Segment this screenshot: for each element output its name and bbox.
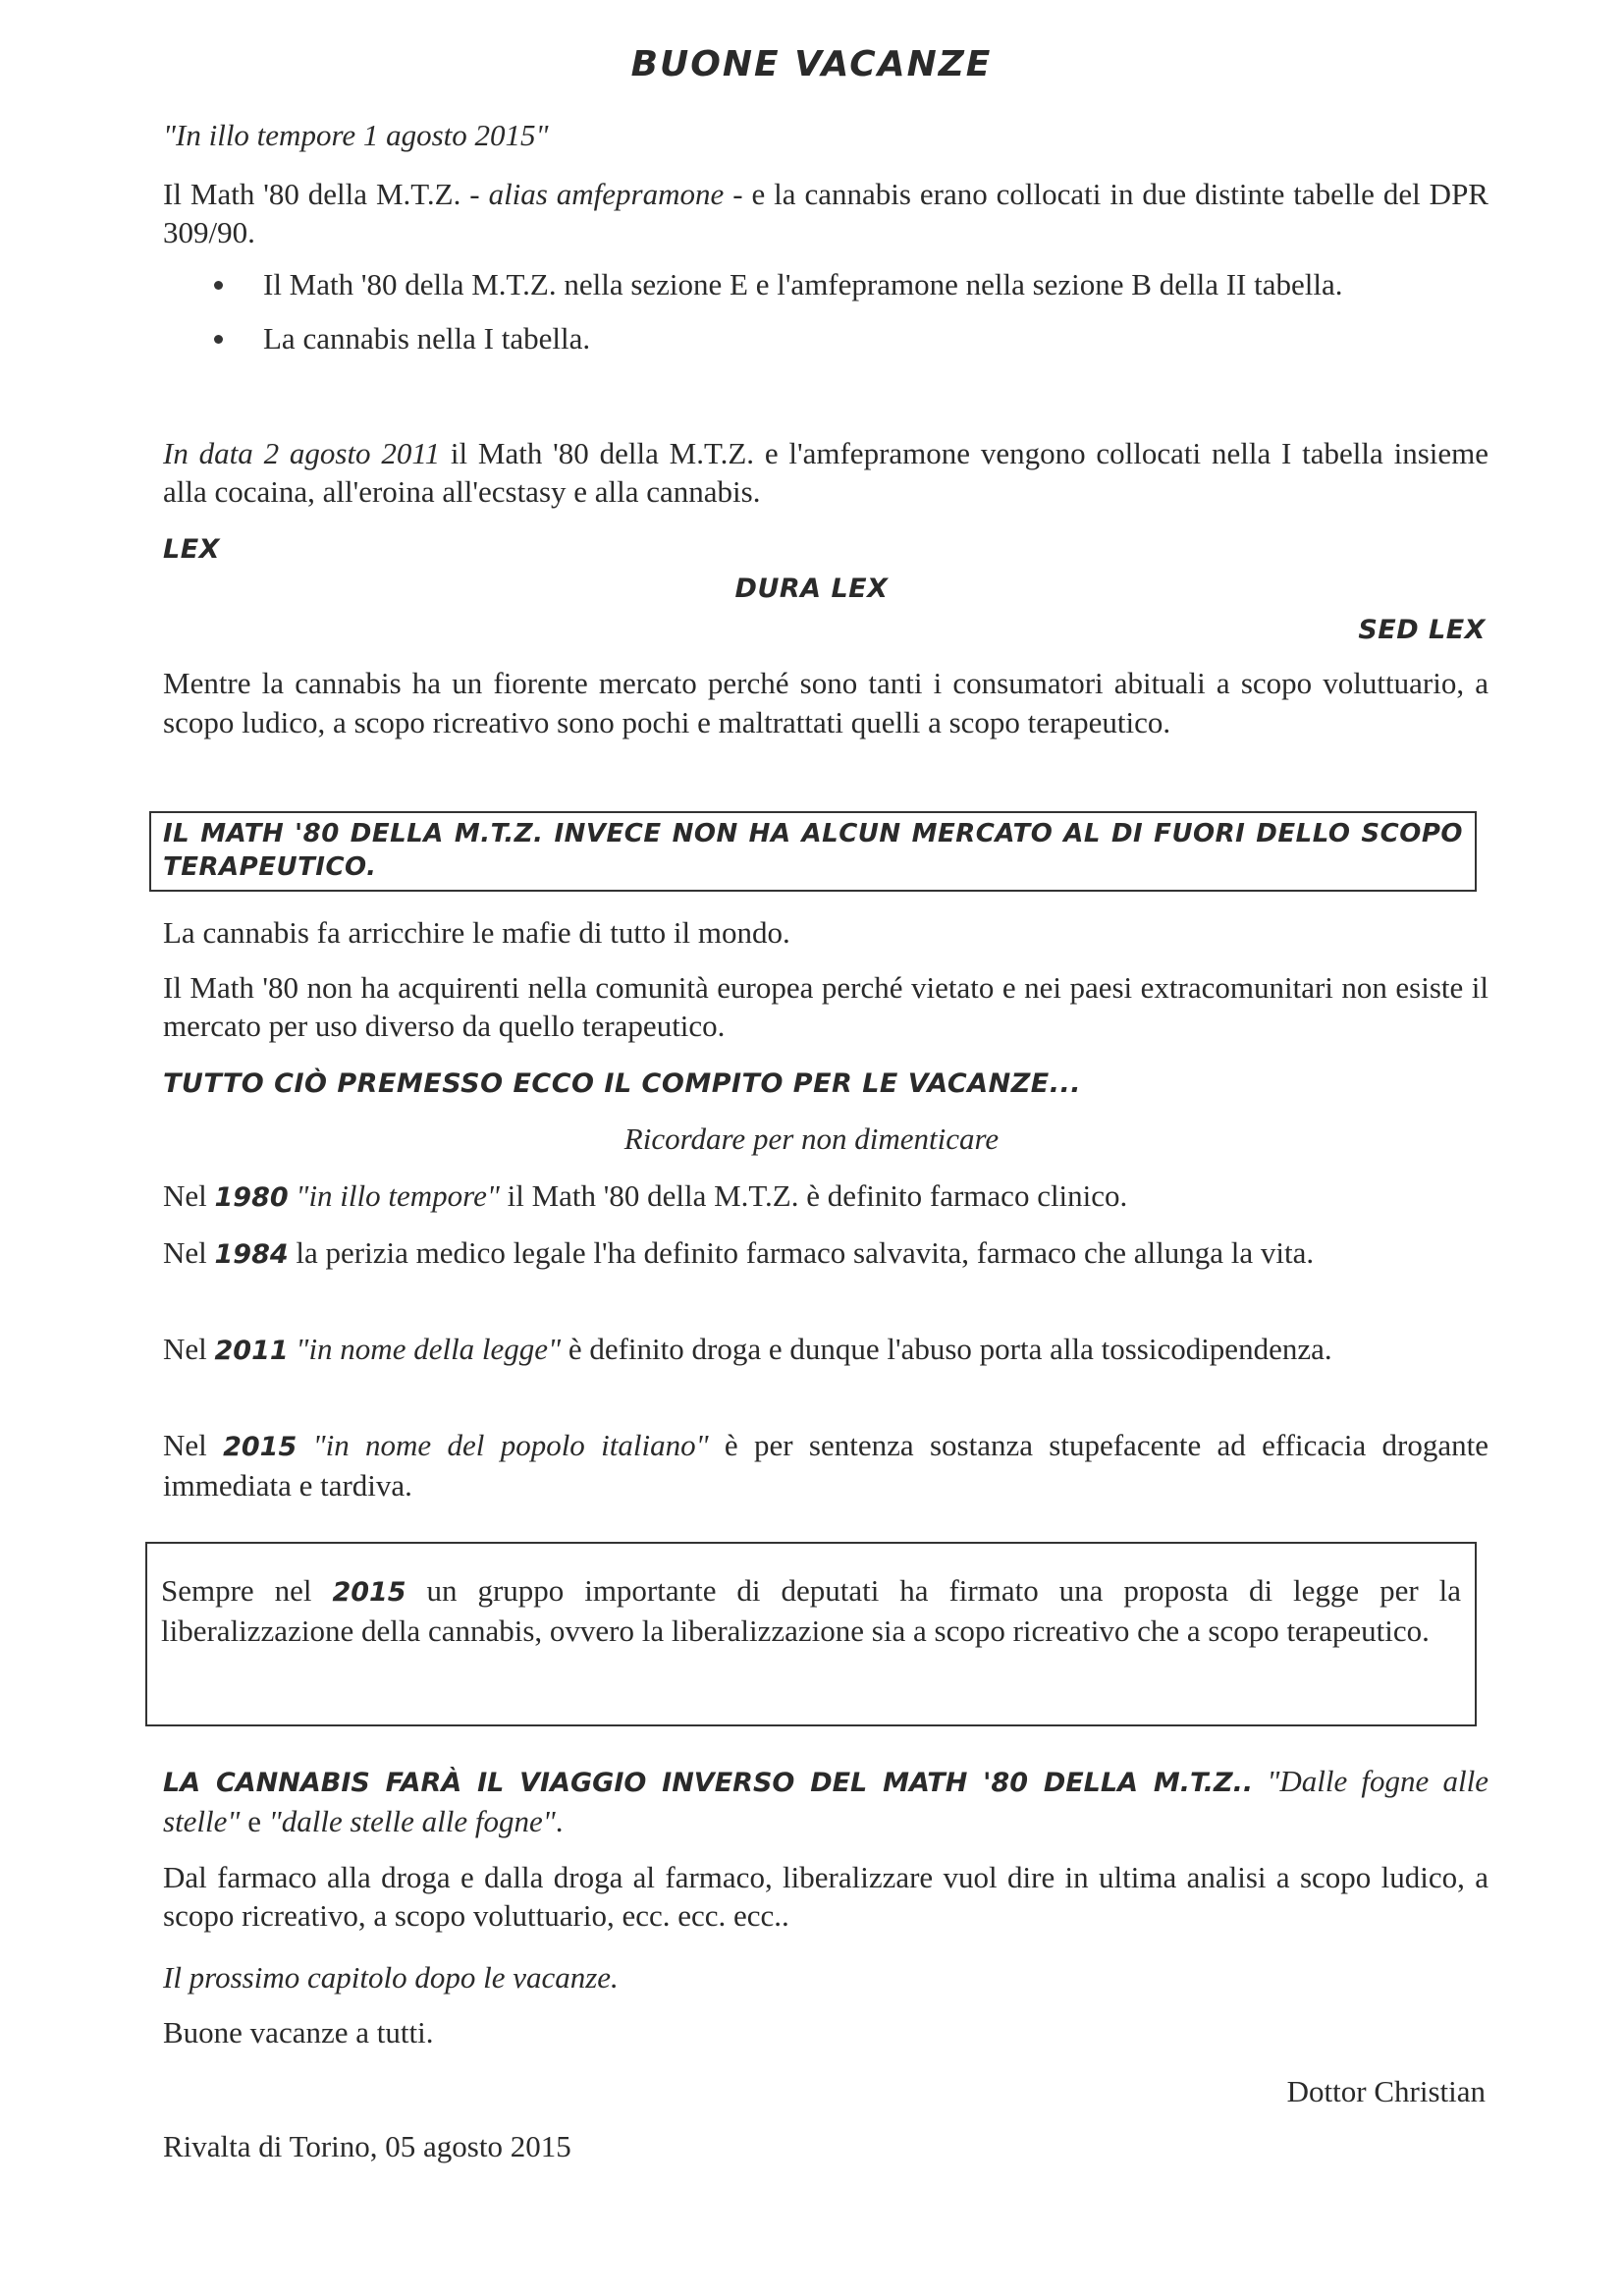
remember-line: Ricordare per non dimenticare <box>623 1121 1000 1156</box>
intro-paragraph <box>163 175 1488 251</box>
signature: Dottor Christian <box>1286 2074 1486 2108</box>
drug-paragraph: Dal farmaco alla droga e dalla droga al farmaco, liberalizzare vuol dire in ultima analisi a scopo ludico, a scopo ricreativo, a scopo voluttuario, ecc. ecc. ecc.. <box>163 1860 1488 1933</box>
intro-alias: alias amfepramone <box>488 177 725 211</box>
timeline-item <box>163 1176 1488 1217</box>
lex-line-3: SED LEX <box>1358 615 1486 645</box>
europe-paragraph: Il Math '80 non ha acquirenti nella comunità europea perché vietato e nei paesi extracomunitari non esiste il mercato per uso diverso da quello terapeutico. <box>163 970 1488 1043</box>
proposal-text <box>161 1571 1461 1650</box>
journey-quote-2: "dalle stelle alle fogne" <box>268 1804 556 1838</box>
next-chapter-line: Il prossimo capitolo dopo le vacanze. <box>163 1960 619 1995</box>
premise-heading: TUTTO CIÒ PREMESSO ECCO IL COMPITO PER LE VACANZE... <box>163 1068 1081 1099</box>
list-item: Il Math '80 della M.T.Z. nella sezione E e l'amfepramone nella sezione B della II tabella. <box>163 265 1488 303</box>
timeline-prefix: Nel <box>163 1235 215 1270</box>
timeline-text: è definito droga e dunque l'abuso porta alla tossicodipendenza. <box>561 1332 1332 1366</box>
timeline-text: il Math '80 della M.T.Z. è definito farmaco clinico. <box>499 1178 1128 1213</box>
timeline-text: la perizia medico legale l'ha definito farmaco salvavita, farmaco che allunga la vita. <box>288 1235 1315 1270</box>
market-paragraph: Mentre la cannabis ha un fiorente mercato perché sono tanti i consumatori abituali a scopo voluttuario, a scopo ludico, a scopo ricreativo sono pochi e maltrattati quelli a scopo terapeutico. <box>163 666 1488 739</box>
timeline-quote: "in nome del popolo italiano" <box>297 1428 709 1462</box>
lex-line-1: LEX <box>163 534 220 565</box>
timeline-year: 1984 <box>214 1239 289 1270</box>
timeline-prefix: Nel <box>163 1332 215 1366</box>
timeline-prefix: Nel <box>163 1428 224 1462</box>
mafia-paragraph: La cannabis fa arricchire le mafie di tutto il mondo. <box>163 915 790 950</box>
journey-mid: e <box>240 1804 269 1838</box>
lex-line-2: DURA LEX <box>734 574 889 604</box>
timeline-item <box>163 1426 1488 1504</box>
page-title: BUONE VACANZE <box>630 44 993 84</box>
date-paragraph <box>163 434 1488 511</box>
place-date: Rivalta di Torino, 05 agosto 2015 <box>163 2129 571 2163</box>
intro-text-end: - e la cannabis erano collocati in due distinte tabelle del DPR 309/90. <box>163 177 1488 249</box>
proposal-box <box>145 1542 1477 1726</box>
timeline-quote: "in nome della legge" <box>288 1332 562 1366</box>
timeline-year: 2015 <box>223 1432 298 1462</box>
timeline-text: è per sentenza sostanza stupefacente ad efficacia drogante immediata e tardiva. <box>163 1428 1489 1503</box>
timeline-year: 1980 <box>214 1182 289 1213</box>
journey-paragraph <box>163 1762 1488 1840</box>
journey-end: . <box>555 1804 564 1838</box>
proposal-prefix: Sempre nel <box>161 1573 333 1608</box>
list-item: La cannabis nella I tabella. <box>163 319 1488 357</box>
boxed-statement: IL MATH '80 DELLA M.T.Z. INVECE NON HA ALCUN MERCATO AL DI FUORI DELLO SCOPO TERAPEUTICO. <box>163 819 1463 882</box>
timeline-quote: "in illo tempore" <box>288 1178 500 1213</box>
statement-box <box>149 811 1477 892</box>
journey-caps: LA CANNABIS FARÀ IL VIAGGIO INVERSO DEL MATH '80 DELLA M.T.Z.. <box>163 1768 1254 1798</box>
date-rest: il Math '80 della M.T.Z. e l'amfepramone vengono collocati nella I tabella insieme alla cocaina, all'eroina all'ecstasy e alla cannabis. <box>163 436 1489 509</box>
timeline-item <box>163 1233 1488 1274</box>
date-italic: In data 2 agosto 2011 <box>163 436 441 470</box>
subtitle-quote: "In illo tempore 1 agosto 2015" <box>163 118 549 152</box>
proposal-year: 2015 <box>332 1577 406 1608</box>
greeting-line: Buone vacanze a tutti. <box>163 2015 434 2050</box>
journey-quote: "Dalle fogne alle stelle" <box>163 1764 1488 1838</box>
bullet-list <box>163 265 1488 373</box>
proposal-rest: un gruppo importante di deputati ha firmato una proposta di legge per la liberalizzazione della cannabis, ovvero la liberalizzazione sia a scopo ricreativo che a scopo terapeutico. <box>161 1573 1461 1648</box>
intro-text-start: Il Math '80 della M.T.Z. - <box>163 177 489 211</box>
timeline-prefix: Nel <box>163 1178 215 1213</box>
timeline-year: 2011 <box>214 1336 289 1366</box>
timeline-item <box>163 1330 1488 1370</box>
